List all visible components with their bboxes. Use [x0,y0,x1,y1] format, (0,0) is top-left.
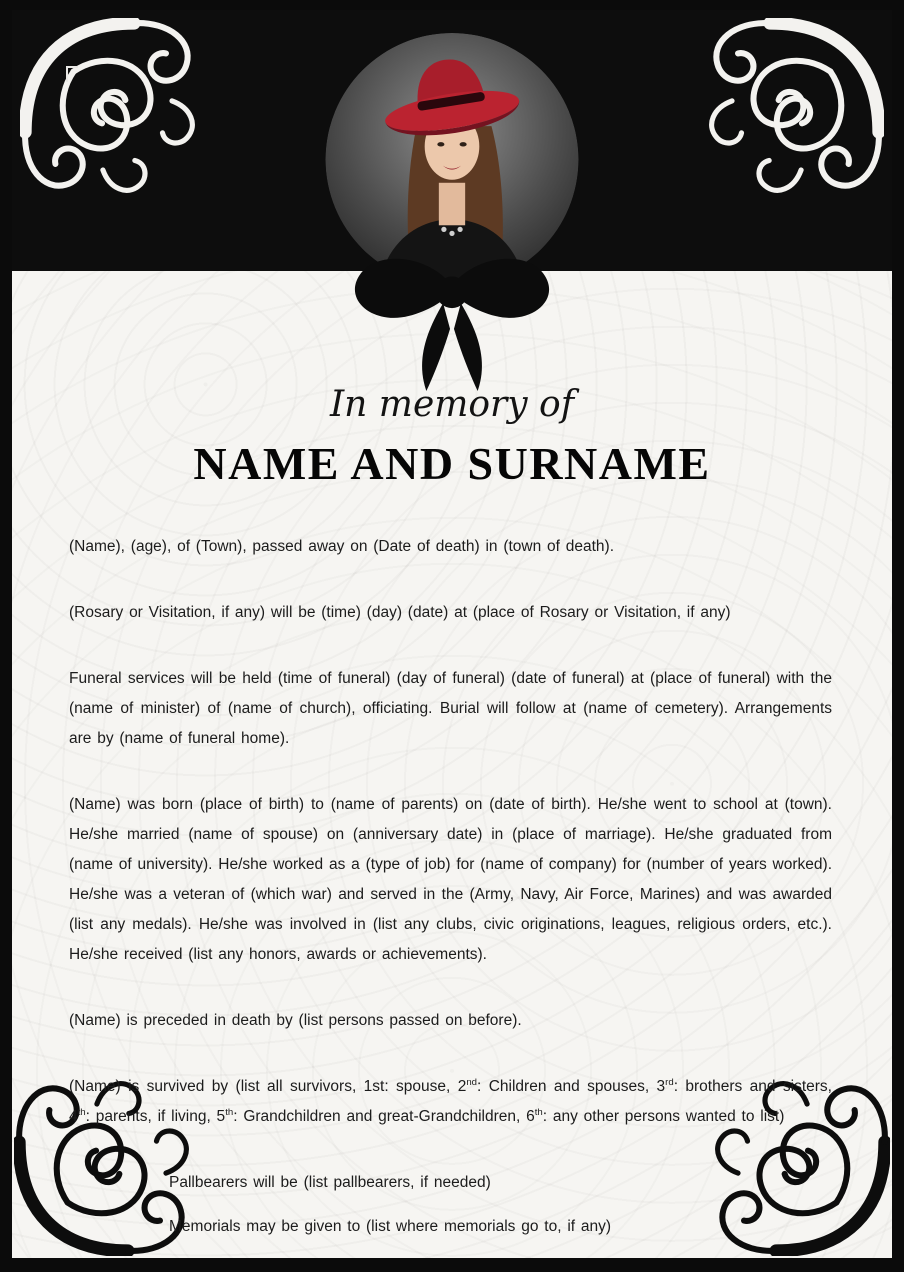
mourning-bow-icon [333,244,571,392]
flourish-icon [694,18,884,208]
obituary-paragraph: Funeral services will be held (time of funeral) (day of funeral) (date of funeral) at (place of funeral) with the (name of minister) of (name of church), officiating. Burial will follow at (name of cemetery). Arrangements are by (name of funeral home). [69,670,832,747]
memorials-line: Memorials may be given to (list where memorials go to, if any) [169,1218,612,1235]
obituary-paragraph: (Name) is preceded in death by (list persons passed on before). [69,1012,522,1029]
deceased-name: NAME AND SURNAME [193,438,711,489]
obituary-paragraph: (Rosary or Visitation, if any) will be (time) (day) (date) at (place of Rosary or Visitation, if any) [69,604,731,621]
obituary-paragraph: (Name) is survived by (list all survivors, 1st: spouse, 2nd: Children and spouses, 3rd: brothers and sisters, 4th: parents, if living, 5th: Grandchildren and great-Grandchildren, 6th: any other persons wanted to list) [69,1076,832,1125]
pallbearers-line: Pallbearers will be (list pallbearers, if needed) [169,1174,491,1191]
flourish-icon [20,18,210,208]
obituary-body [69,532,832,1256]
tribute-line: In memory of [329,384,575,425]
obituary-paragraph: (Name) was born (place of birth) to (name of parents) on (date of birth). He/she went to school at (town). He/she married (name of spouse) on (anniversary date) in (place of marriage). He/she graduated from (name of university). He/she worked as a (type of job) for (name of company) for (number of years worked). He/she was a veteran of (which war) and served in the (Army, Navy, Air Force, Marines) and was awarded (list any medals). He/she was involved in (list any clubs, civic originations, leagues, religious orders, etc.). He/she received (list any honors, awards or achievements). [69,796,832,963]
obituary-paragraph: (Name), (age), of (Town), passed away on (Date of death) in (town of death). [69,538,615,555]
stray-crop-mark [66,66,78,82]
